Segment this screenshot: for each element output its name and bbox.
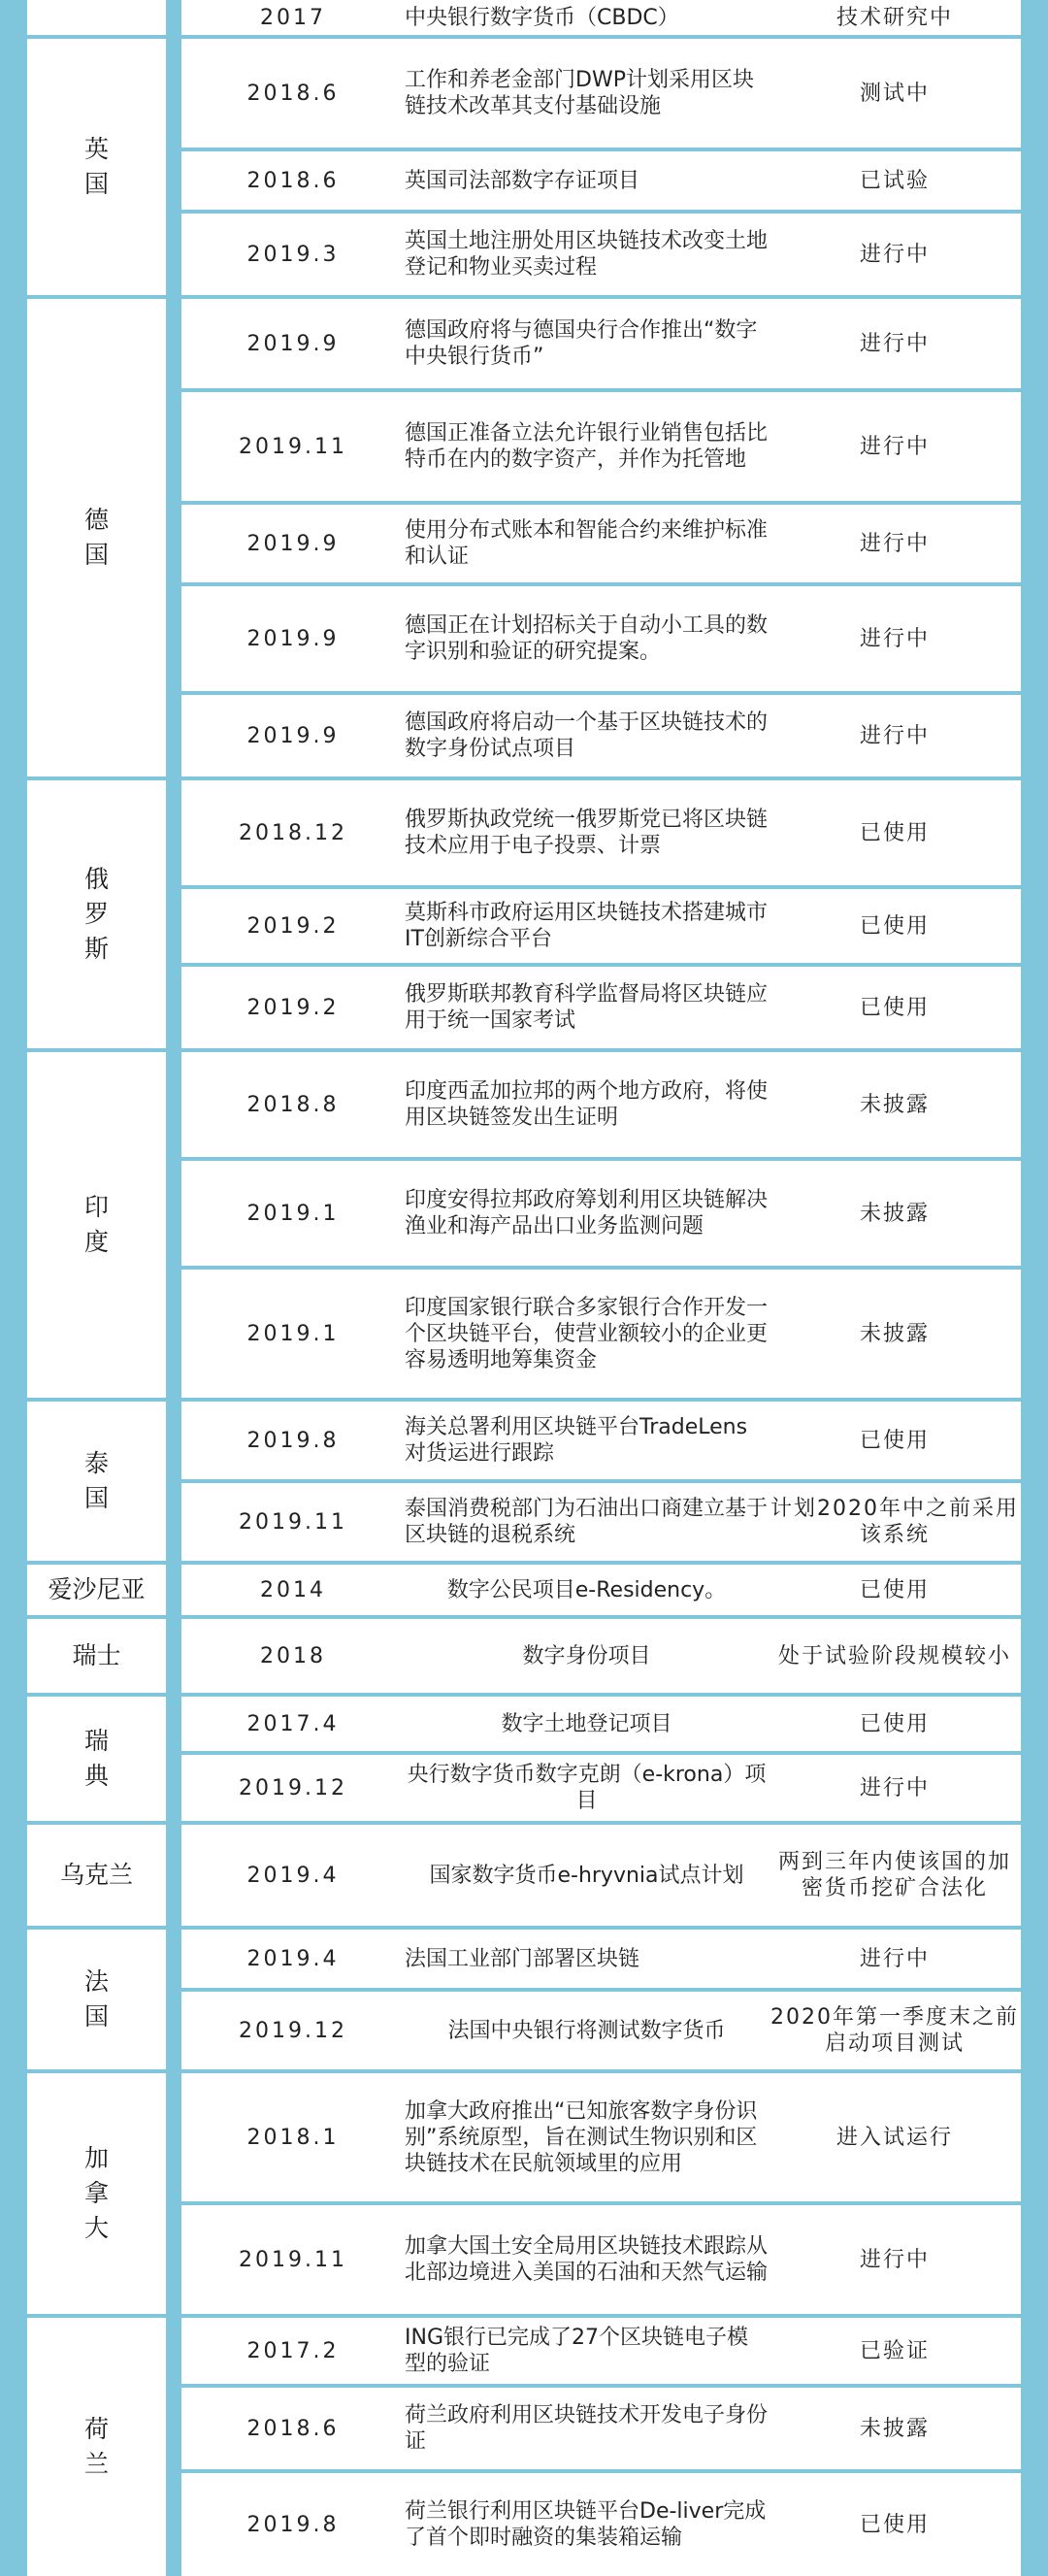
status-cell [769, 1926, 1021, 1988]
table-row [27, 2069, 1021, 2201]
status-text: 2020年第一季度末之前启动项目测试 [770, 2005, 1019, 2056]
status-cell [769, 1157, 1021, 1266]
desc-text: 荷兰银行利用区块链平台De-liver完成了首个即时融资的集装箱运输 [405, 2499, 767, 2550]
date-cell [181, 2469, 405, 2576]
date-cell [181, 1048, 405, 1157]
desc-cell [405, 1926, 769, 1988]
desc-text: 印度西孟加拉邦的两个地方政府，将使用区块链签发出生证明 [405, 1079, 769, 1130]
column-gap [166, 295, 181, 776]
desc-text: 印度国家银行联合多家银行合作开发一个区块链平台，使营业额较小的企业更容易透明地筹集资金 [405, 1295, 769, 1372]
status-text: 处于试验阶段规模较小 [777, 1643, 1011, 1668]
date-text: 2019.9 [246, 531, 340, 556]
desc-text: 加拿大政府推出“已知旅客数字身份识别”系统原型，旨在测试生物识别和区块链技术在民航领域里的应用 [405, 2098, 758, 2176]
desc-cell [405, 2384, 769, 2469]
status-text: 计划2020年中之前采用该系统 [770, 1497, 1019, 1547]
status-cell [769, 2314, 1021, 2384]
desc-cell [405, 2314, 769, 2384]
status-cell [769, 691, 1021, 776]
desc-text: 央行数字货币数字克朗（e-krona）项目 [407, 1763, 767, 1813]
status-cell [769, 35, 1021, 148]
desc-text: 德国正在计划招标关于自动小工具的数字识别和验证的研究提案。 [405, 613, 769, 664]
date-text: 2019.12 [239, 1775, 347, 1800]
date-cell [181, 1615, 405, 1693]
status-text: 已验证 [859, 2338, 930, 2363]
desc-text: 使用分布式账本和智能合约来维护标准和认证 [405, 518, 769, 569]
status-cell [769, 1821, 1021, 1926]
country-label: 法国 [83, 1967, 109, 2031]
desc-text: 中央银行数字货币（CBDC） [405, 5, 679, 30]
date-text: 2018 [260, 1643, 326, 1668]
date-cell [181, 1561, 405, 1615]
country-cell [27, 1821, 166, 1926]
desc-text: 海关总署利用区块链平台TradeLens对货运进行跟踪 [405, 1415, 748, 1466]
desc-cell [405, 1821, 769, 1926]
desc-text: 俄罗斯执政党统一俄罗斯党已将区块链技术应用于电子投票、计票 [405, 808, 769, 858]
column-gap [166, 2069, 181, 2314]
column-gap [166, 35, 181, 295]
status-text: 进行中 [859, 1946, 930, 1971]
table-row [27, 35, 1021, 148]
date-text: 2019.11 [239, 434, 347, 459]
country-label: 英国 [83, 135, 109, 198]
desc-text: 数字土地登记项目 [501, 1711, 672, 1736]
date-cell [181, 2314, 405, 2384]
date-cell [181, 1157, 405, 1266]
desc-cell [405, 0, 769, 35]
country-label: 加拿大 [83, 2144, 109, 2242]
desc-text: 法国工业部门部署区块链 [405, 1946, 640, 1971]
date-text: 2019.1 [246, 1201, 340, 1226]
column-gap [166, 1398, 181, 1561]
desc-text: 数字身份项目 [522, 1643, 651, 1668]
desc-cell [405, 2469, 769, 2576]
desc-cell [405, 210, 769, 295]
country-cell [27, 2314, 166, 2576]
country-label: 荷兰 [83, 2415, 109, 2478]
date-text: 2018.8 [246, 1092, 340, 1117]
status-cell [769, 148, 1021, 210]
desc-cell [405, 1479, 769, 1561]
date-text: 2019.11 [239, 1509, 347, 1535]
status-cell [769, 1693, 1021, 1751]
status-text: 已使用 [859, 2512, 930, 2537]
status-text: 已使用 [859, 1428, 930, 1453]
desc-text: 德国正准备立法允许银行业销售包括比特币在内的数字资产，并作为托管地 [405, 421, 769, 472]
date-cell [181, 2384, 405, 2469]
status-cell [769, 2469, 1021, 2576]
desc-text: 国家数字货币e-hryvnia试点计划 [429, 1863, 744, 1888]
date-text: 2019.4 [246, 1863, 340, 1888]
country-cell [27, 295, 166, 776]
status-cell [769, 1048, 1021, 1157]
column-gap [166, 1048, 181, 1398]
desc-cell [405, 1398, 769, 1479]
desc-cell [405, 776, 769, 885]
status-cell [769, 388, 1021, 501]
desc-cell [405, 501, 769, 582]
status-text: 进入试运行 [835, 2125, 953, 2150]
date-text: 2019.12 [239, 2018, 347, 2043]
date-text: 2019.9 [246, 331, 340, 356]
status-text: 测试中 [859, 81, 930, 106]
desc-text: 法国中央银行将测试数字货币 [447, 2018, 726, 2043]
column-gap [166, 1926, 181, 2069]
status-text: 已使用 [859, 1711, 930, 1736]
date-cell [181, 1988, 405, 2069]
date-text: 2018.12 [239, 820, 347, 845]
column-gap [166, 1693, 181, 1821]
date-text: 2018.6 [246, 168, 340, 193]
status-text: 未披露 [859, 2416, 930, 2441]
status-cell [769, 1561, 1021, 1615]
blockchain-projects-table [27, 0, 1021, 2576]
status-cell [769, 295, 1021, 388]
country-cell [27, 2069, 166, 2314]
date-cell [181, 295, 405, 388]
status-cell [769, 1988, 1021, 2069]
table-row [27, 1693, 1021, 1751]
country-cell [27, 1693, 166, 1821]
table-row [27, 1615, 1021, 1693]
country-label: 德国 [83, 506, 109, 569]
date-text: 2019.8 [246, 1428, 340, 1453]
status-text: 已使用 [859, 820, 930, 845]
country-label: 爱沙尼亚 [48, 1575, 146, 1603]
date-cell [181, 691, 405, 776]
status-text: 未披露 [859, 1092, 930, 1117]
desc-text: 英国土地注册处用区块链技术改变土地登记和物业买卖过程 [405, 229, 769, 280]
date-cell [181, 1751, 405, 1821]
status-text: 进行中 [859, 723, 930, 748]
country-cell [27, 0, 166, 35]
table-row [27, 776, 1021, 885]
date-cell [181, 2069, 405, 2201]
column-gap [166, 776, 181, 1048]
status-text: 进行中 [859, 331, 930, 356]
status-text: 进行中 [859, 2247, 930, 2272]
desc-cell [405, 388, 769, 501]
date-cell [181, 1693, 405, 1751]
status-cell [769, 1479, 1021, 1561]
status-cell [769, 1266, 1021, 1398]
desc-text: 英国司法部数字存证项目 [405, 168, 640, 193]
status-text: 未披露 [859, 1321, 930, 1346]
desc-text: 数字公民项目e-Residency。 [446, 1577, 727, 1602]
country-cell [27, 776, 166, 1048]
desc-text: ING银行已完成了27个区块链电子模型的验证 [405, 2326, 748, 2376]
status-cell [769, 1751, 1021, 1821]
status-text: 进行中 [859, 1775, 930, 1800]
date-cell [181, 148, 405, 210]
desc-cell [405, 1693, 769, 1751]
status-text: 未披露 [859, 1201, 930, 1226]
country-cell [27, 1615, 166, 1693]
status-cell [769, 2069, 1021, 2201]
desc-cell [405, 1048, 769, 1157]
desc-text: 俄罗斯联邦教育科学监督局将区块链应用于统一国家考试 [405, 982, 769, 1033]
date-text: 2019.2 [246, 913, 340, 939]
date-text: 2019.9 [246, 626, 340, 651]
date-cell [181, 582, 405, 691]
desc-cell [405, 148, 769, 210]
table-row [27, 1398, 1021, 1479]
status-cell [769, 0, 1021, 35]
table-row [27, 2314, 1021, 2384]
date-text: 2018.1 [246, 2125, 340, 2150]
date-cell [181, 1926, 405, 1988]
country-label: 乌克兰 [59, 1861, 133, 1889]
table-row [27, 1926, 1021, 1988]
desc-cell [405, 1751, 769, 1821]
status-cell [769, 2201, 1021, 2314]
country-cell [27, 1048, 166, 1398]
status-text: 进行中 [859, 531, 930, 556]
status-cell [769, 1615, 1021, 1693]
date-text: 2017 [260, 5, 326, 30]
table-row [27, 295, 1021, 388]
date-cell [181, 1266, 405, 1398]
desc-cell [405, 582, 769, 691]
desc-cell [405, 2069, 769, 2201]
status-cell [769, 1398, 1021, 1479]
date-cell [181, 776, 405, 885]
country-label: 瑞士 [72, 1641, 121, 1669]
date-text: 2019.1 [246, 1321, 340, 1346]
status-cell [769, 885, 1021, 963]
desc-text: 印度安得拉邦政府筹划利用区块链解决渔业和海产品出口业务监测问题 [405, 1188, 769, 1238]
status-cell [769, 963, 1021, 1048]
date-cell [181, 35, 405, 148]
date-text: 2018.6 [246, 81, 340, 106]
country-label: 印度 [83, 1193, 109, 1256]
desc-cell [405, 295, 769, 388]
desc-cell [405, 1615, 769, 1693]
column-gap [166, 1615, 181, 1693]
table-row [27, 1821, 1021, 1926]
table-row [27, 1048, 1021, 1157]
status-cell [769, 210, 1021, 295]
column-gap [166, 1821, 181, 1926]
date-cell [181, 885, 405, 963]
date-text: 2019.11 [239, 2247, 347, 2272]
desc-cell [405, 1157, 769, 1266]
status-cell [769, 2384, 1021, 2469]
status-text: 两到三年内使该国的加密货币挖矿合法化 [777, 1850, 1011, 1900]
date-text: 2019.4 [246, 1946, 340, 1971]
table-row [27, 1561, 1021, 1615]
date-text: 2017.2 [246, 2338, 340, 2363]
desc-cell [405, 1266, 769, 1398]
status-text: 技术研究中 [835, 5, 953, 30]
date-cell [181, 501, 405, 582]
status-cell [769, 776, 1021, 885]
desc-cell [405, 1988, 769, 2069]
country-cell [27, 35, 166, 295]
column-gap [166, 1561, 181, 1615]
desc-text: 德国政府将启动一个基于区块链技术的数字身份试点项目 [405, 710, 769, 761]
column-gap [166, 0, 181, 35]
desc-text: 泰国消费税部门为石油出口商建立基于区块链的退税系统 [405, 1497, 769, 1547]
date-text: 2019.8 [246, 2512, 340, 2537]
status-text: 已使用 [859, 995, 930, 1020]
date-cell [181, 388, 405, 501]
desc-cell [405, 2201, 769, 2314]
date-cell [181, 963, 405, 1048]
column-gap [166, 2314, 181, 2576]
desc-cell [405, 963, 769, 1048]
date-cell [181, 1821, 405, 1926]
date-cell [181, 2201, 405, 2314]
country-cell [27, 1926, 166, 2069]
date-cell [181, 0, 405, 35]
date-text: 2019.2 [246, 995, 340, 1020]
desc-text: 德国政府将与德国央行合作推出“数字中央银行货币” [405, 318, 758, 369]
status-cell [769, 501, 1021, 582]
country-cell [27, 1561, 166, 1615]
date-text: 2017.4 [246, 1711, 340, 1736]
date-text: 2018.6 [246, 2416, 340, 2441]
status-text: 进行中 [859, 626, 930, 651]
table-row [27, 0, 1021, 35]
desc-cell [405, 1561, 769, 1615]
status-text: 已使用 [859, 1577, 930, 1602]
desc-cell [405, 885, 769, 963]
country-cell [27, 1398, 166, 1561]
desc-text: 荷兰政府利用区块链技术开发电子身份证 [405, 2403, 769, 2454]
status-cell [769, 582, 1021, 691]
desc-text: 莫斯科市政府运用区块链技术搭建城市IT创新综合平台 [405, 901, 769, 951]
desc-cell [405, 691, 769, 776]
status-text: 已使用 [859, 913, 930, 939]
status-text: 已试验 [859, 168, 930, 193]
date-cell [181, 1398, 405, 1479]
country-label: 瑞典 [83, 1727, 109, 1790]
country-label: 泰国 [83, 1449, 109, 1512]
date-cell [181, 1479, 405, 1561]
date-cell [181, 210, 405, 295]
desc-text: 工作和养老金部门DWP计划采用区块链技术改革其支付基础设施 [405, 68, 754, 118]
status-text: 进行中 [859, 242, 930, 267]
desc-text: 加拿大国土安全局用区块链技术跟踪从北部边境进入美国的石油和天然气运输 [405, 2234, 769, 2285]
date-text: 2014 [260, 1577, 326, 1602]
date-text: 2019.3 [246, 242, 340, 267]
date-text: 2019.9 [246, 723, 340, 748]
desc-cell [405, 35, 769, 148]
status-text: 进行中 [859, 434, 930, 459]
country-label: 俄罗斯 [83, 865, 109, 963]
